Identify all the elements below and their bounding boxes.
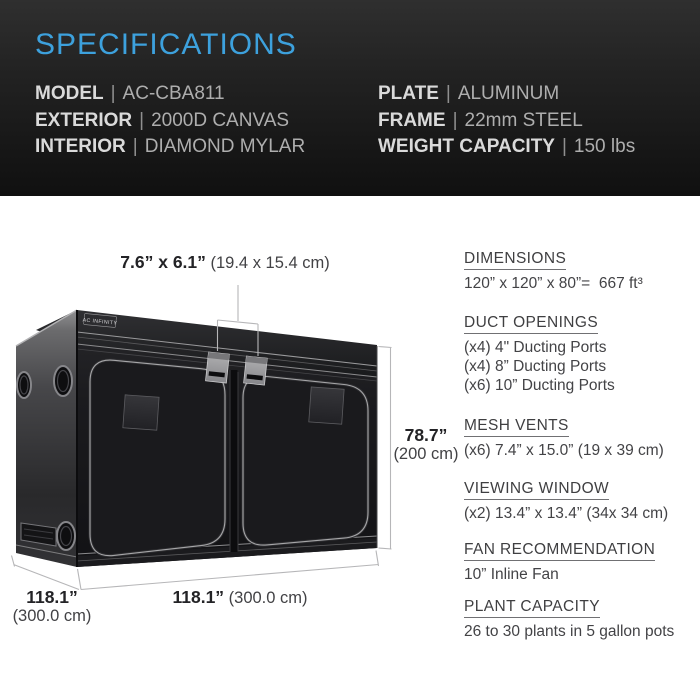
dimension-metric: (300.0 cm) [228,589,308,607]
spec-value: 22mm STEEL [464,109,583,131]
section-title: MESH VENTS [464,417,569,437]
spec-row-interior [35,134,305,161]
header-specs-right [378,81,635,161]
dimension-metric: (200 cm) [393,445,459,463]
dimension-value: 78.7” [404,425,448,445]
spec-separator: | [452,109,458,131]
section-title: DUCT OPENINGS [464,314,598,334]
section-line: 120” x 120” x 80”= 667 ft³ [464,275,643,292]
dimension-metric: (300.0 cm) [12,607,92,625]
viewing-window-right [309,387,344,424]
section-line: (x4) 4" Ducting Ports [464,339,607,356]
viewing-window-left [123,395,159,430]
spec-label: PLATE [378,83,439,104]
header-banner [0,0,700,196]
section-dimensions [464,250,698,293]
spec-row-frame [378,108,635,135]
duct-port-top-back [17,372,31,398]
spec-row-exterior [35,108,305,135]
spec-separator: | [139,109,145,131]
duct-port-top-front [54,366,72,396]
dimension-value: 7.6” x 6.1” [120,252,206,272]
spec-label: FRAME [378,109,446,131]
spec-value: ALUMINUM [457,83,560,104]
section-fan-recommendation [464,541,698,584]
spec-label: EXTERIOR [35,109,133,131]
spec-label: MODEL [35,83,104,104]
dimension-value: 118.1” [172,587,225,607]
section-line: (x6) 7.4” x 15.0” (19 x 39 cm) [464,442,664,459]
door-right [243,376,368,545]
section-plant-capacity [464,598,698,641]
spec-separator: | [110,83,116,104]
dimension-value: 118.1” [26,587,78,607]
section-mesh-vents [464,417,698,460]
section-viewing-window [464,480,698,523]
spec-row-model [35,81,305,108]
section-line: 26 to 30 plants in 5 gallon pots [464,623,675,640]
spec-value: DIAMOND MYLAR [144,136,306,157]
section-title: DIMENSIONS [464,250,566,270]
section-title: VIEWING WINDOW [464,480,609,500]
dimension-metric: (19.4 x 15.4 cm) [210,254,330,272]
brand-logo-text: AC INFINITY [82,317,118,327]
spec-separator: | [561,136,567,157]
spec-label: WEIGHT CAPACITY [378,136,555,157]
page-title: SPECIFICATIONS [35,28,297,61]
duct-flap-left [205,352,229,383]
spec-separator: | [445,83,451,104]
dimension-label-width-front [145,588,335,608]
spec-value: 2000D CANVAS [151,109,290,131]
duct-flap-right [244,356,268,385]
dimension-label-width-side [3,588,101,626]
dimension-label-top-ports [105,253,345,273]
door-left [90,360,225,556]
section-title: PLANT CAPACITY [464,598,600,618]
spec-value: AC-CBA811 [122,83,225,104]
section-line: (x2) 13.4” x 13.4” (34x 34 cm) [464,505,669,522]
duct-port-bottom [57,522,75,550]
spec-label: INTERIOR [35,136,126,157]
section-line: 10” Inline Fan [464,566,559,583]
spec-row-plate [378,81,635,108]
section-title: FAN RECOMMENDATION [464,541,655,561]
spec-separator: | [132,136,138,157]
spec-row-weight-capacity [378,134,635,161]
dimension-label-height [388,426,464,464]
section-line: (x6) 10” Ducting Ports [464,377,615,394]
header-specs-left [35,81,305,161]
section-duct-openings [464,314,698,395]
spec-value: 150 lbs [573,136,636,157]
section-line: (x4) 8” Ducting Ports [464,358,607,375]
